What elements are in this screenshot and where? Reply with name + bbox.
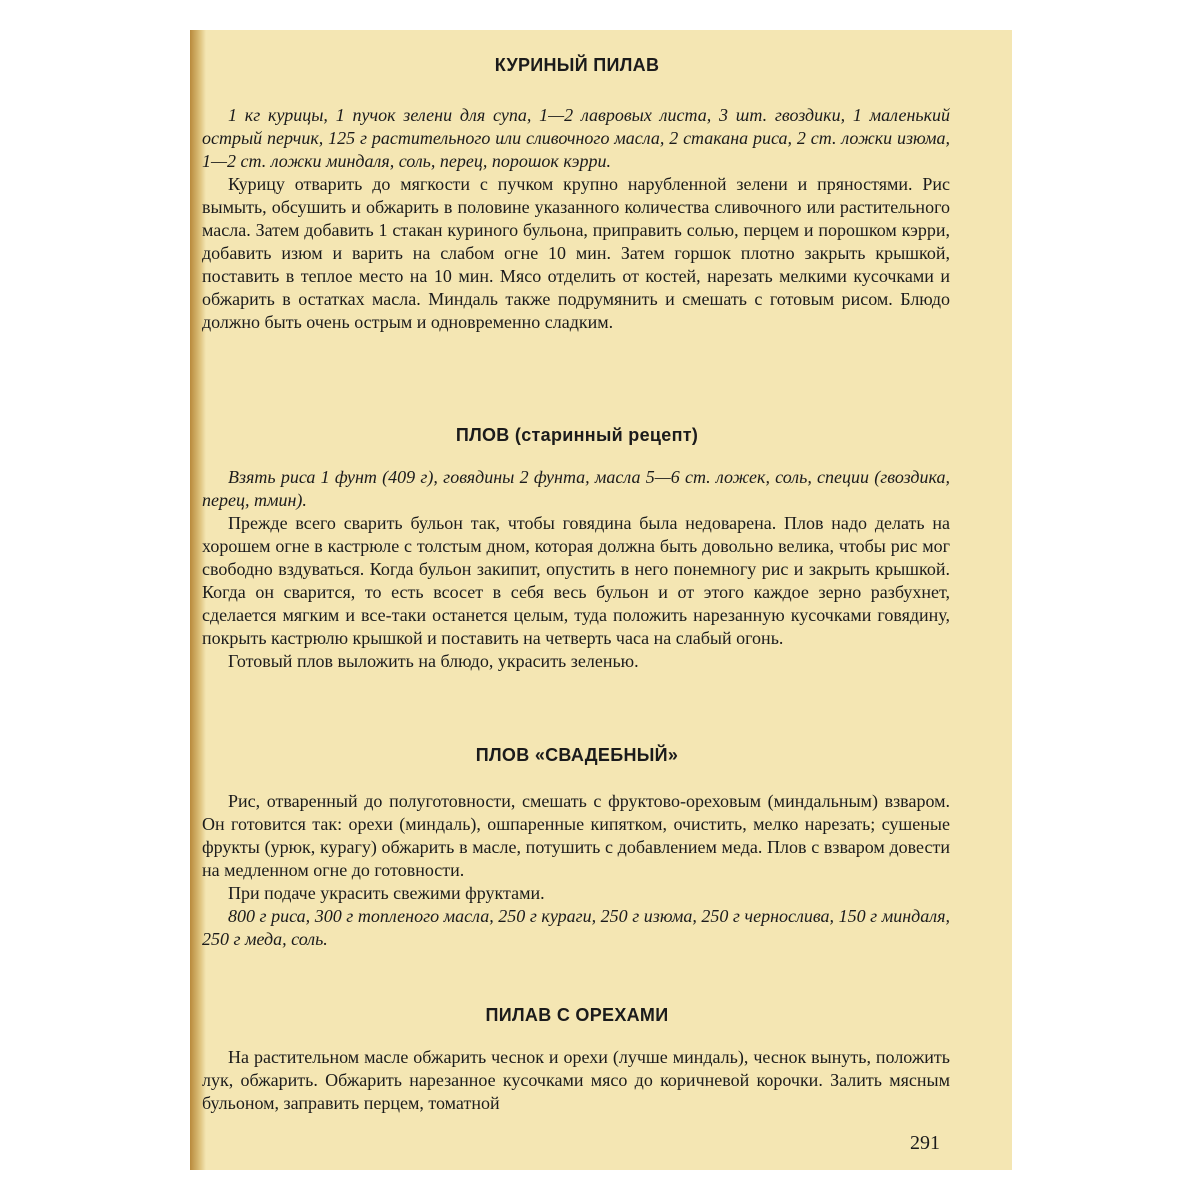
recipe-body-nut-pilaf	[202, 1046, 950, 1115]
recipe-method: Прежде всего сварить бульон так, чтобы говядина была недоварена. Плов надо делать на хорошем огне в кастрюле с толстым дном, которая должна быть довольно велика, чтобы рис мог свободно вздуваться. Когда бульон закипит, опустить в него понемногу рис и закрыть крышкой. Когда он сварится, то есть всосет в себя весь бульон и от этого каждое зерно разбухнет, сделается мягким и все-таки останется целым, туда положить нарезанную кусочками говядину, покрыть кастрюлю крышкой и поставить на четверть часа на слабый огонь.	[202, 513, 950, 648]
recipe-title-wedding-plov: ПЛОВ «СВАДЕБНЫЙ»	[475, 745, 679, 765]
recipe-body-wedding-plov	[202, 790, 950, 951]
recipe-ingredients: 800 г риса, 300 г топленого масла, 250 г кураги, 250 г изюма, 250 г чернослива, 150 г миндаля, 250 г меда, соль.	[202, 906, 950, 949]
recipe-method: Рис, отваренный до полуготовности, смешать с фруктово-ореховым (миндальным) взваром. Он готовится так: орехи (миндаль), ошпаренные кипятком, очистить, мелко нарезать; сушеные фрукты (урюк, курагу) обжарить в масле, потушить с добавлением меда. Плов с взваром довести на медленном огне до готовности.	[202, 791, 950, 880]
recipe-title-nut-pilaf: ПИЛАВ С ОРЕХАМИ	[485, 1005, 669, 1025]
recipe-serving: Готовый плов выложить на блюдо, украсить зеленью.	[228, 651, 639, 671]
book-page	[190, 30, 1012, 1170]
page-number: 291	[910, 1132, 940, 1154]
recipe-body-old-plov	[202, 466, 950, 673]
recipe-method: На растительном масле обжарить чеснок и орехи (лучше миндаль), чеснок вынуть, положить лук, обжарить. Обжарить нарезанное кусочками мясо до коричневой корочки. Залить мясным бульоном, заправить перцем, томатной	[202, 1047, 950, 1113]
recipe-ingredients: Взять риса 1 фунт (409 г), говядины 2 фунта, масла 5—6 ст. ложек, соль, специи (гвоздика, перец, тмин).	[202, 467, 950, 510]
recipe-title-old-plov: ПЛОВ (старинный рецепт)	[455, 425, 699, 445]
recipe-serving: При подаче украсить свежими фруктами.	[228, 883, 545, 903]
recipe-body-chicken-pilaf	[202, 104, 950, 334]
recipe-method: Курицу отварить до мягкости с пучком крупно нарубленной зелени и пряностями. Рис вымыть, обсушить и обжарить в половине указанного количества сливочного или растительного масла. Затем добавить 1 стакан куриного бульона, приправить солью, перцем и порошком кэрри, добавить изюм и варить на слабом огне 10 мин. Затем горшок плотно закрыть крышкой, поставить в теплое место на 10 мин. Мясо отделить от костей, нарезать мелкими кусочками и обжарить в остатках масла. Миндаль также подрумянить и смешать с готовым рисом. Блюдо должно быть очень острым и одновременно сладким.	[202, 174, 950, 332]
recipe-ingredients: 1 кг курицы, 1 пучок зелени для супа, 1—2 лавровых листа, 3 шт. гвоздики, 1 маленький острый перчик, 125 г растительного или сливочного масла, 2 стакана риса, 2 ст. ложки изюма, 1—2 ст. ложки миндаля, соль, перец, порошок кэрри.	[202, 105, 950, 171]
recipe-title-chicken-pilaf: КУРИНЫЙ ПИЛАВ	[494, 55, 660, 75]
